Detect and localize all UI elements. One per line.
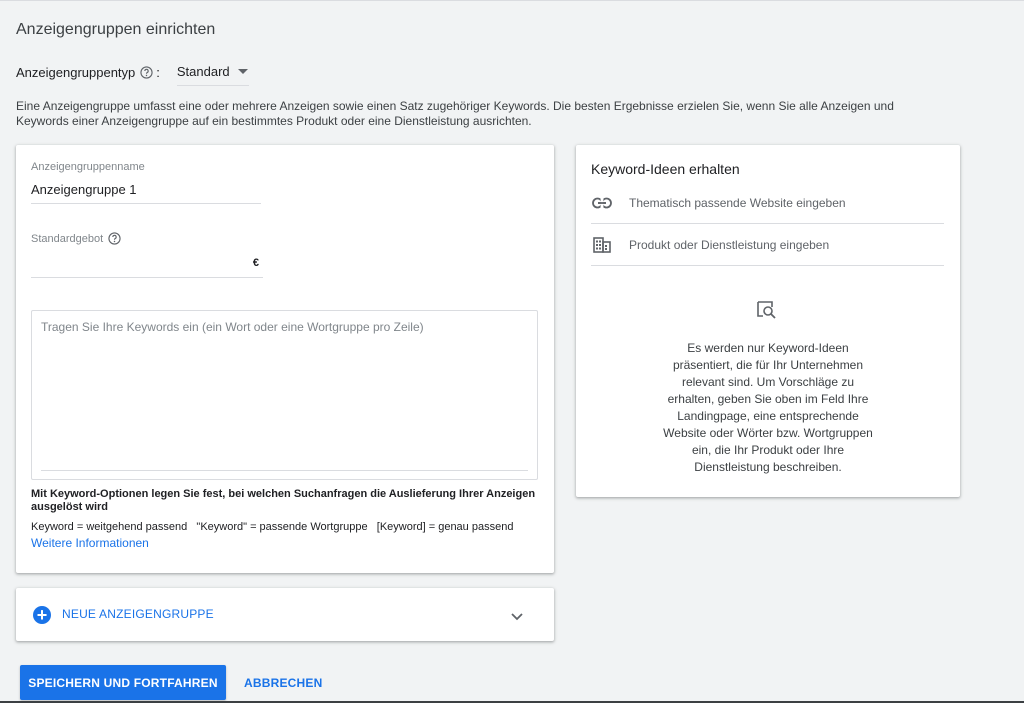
building-icon: [591, 236, 613, 254]
intro-text: Eine Anzeigengruppe umfasst eine oder mehrere Anzeigen sowie einen Satz zugehöriger Keywords. Die besten Ergebnisse erzielen Sie, wenn Sie alle Anzeigen und Keywords einer Anzeigengruppe auf ein bestimmtes Produkt oder eine Dienstleistung ausrichten.: [16, 99, 894, 128]
default-bid-input[interactable]: [31, 255, 261, 277]
idea-product-input[interactable]: [591, 225, 944, 266]
default-bid-label: Standardgebot: [31, 232, 104, 245]
keyword-options-title: Mit Keyword-Optionen legen Sie fest, bei welchen Suchanfragen die Auslieferung Ihrer Anzeigen ausgelöst wird: [31, 488, 536, 513]
idea-website-label: Thematisch passende Website eingeben: [629, 196, 846, 210]
top-divider: [0, 0, 1024, 1]
keyword-ideas-card: [576, 145, 960, 497]
ad-group-name-underline: [31, 203, 261, 204]
page-title: Anzeigengruppen einrichten: [16, 21, 216, 38]
ad-group-type-value: Standard: [176, 64, 230, 79]
keyword-options-text: Keyword = weitgehend passend "Keyword" = passende Wortgruppe [Keyword] = genau passend: [31, 521, 514, 533]
help-icon[interactable]: [140, 66, 153, 79]
ad-group-type-label: Anzeigengruppentyp: [16, 64, 136, 80]
new-ad-group-card[interactable]: [16, 588, 554, 641]
ad-group-type-select[interactable]: [177, 59, 249, 86]
ad-group-name-label: Anzeigengruppenname: [31, 161, 145, 173]
dropdown-arrow-icon: [238, 69, 248, 74]
ad-group-card: [16, 145, 554, 573]
keyword-ideas-empty-text: Es werden nur Keyword-Ideen präsentiert, die für Ihr Unternehmen relevant sind. Um Vorschläge zu erhalten, geben Sie oben im Feld Ihre Landingpage, eine entsprechende Website oder Wörter bzw. Wortgruppen ein, die Ihr Produkt oder Ihre Dienstleistung beschreiben.: [663, 341, 873, 474]
default-bid-label-row: [31, 232, 121, 245]
add-circle-icon[interactable]: +: [33, 606, 51, 624]
currency-symbol: €: [252, 257, 259, 269]
keywords-textarea[interactable]: [31, 310, 538, 480]
ad-group-name-input[interactable]: Anzeigengruppe 1: [31, 182, 137, 197]
new-ad-group-label[interactable]: NEUE ANZEIGENGRUPPE: [62, 607, 214, 621]
idea-product-label: Produkt oder Dienstleistung eingeben: [629, 238, 830, 252]
default-bid-underline: [31, 277, 263, 278]
keywords-underline: [41, 470, 528, 471]
idea-website-input[interactable]: [591, 183, 944, 224]
cancel-button[interactable]: ABBRECHEN: [238, 665, 324, 700]
chevron-down-icon[interactable]: [510, 609, 524, 627]
more-info-link[interactable]: Weitere Informationen: [31, 536, 149, 550]
keywords-placeholder: Tragen Sie Ihre Keywords ein (ein Wort oder eine Wortgruppe pro Zeile): [41, 320, 424, 334]
save-and-continue-button[interactable]: SPEICHERN UND FORTFAHREN: [20, 665, 226, 700]
search-preview-icon: [756, 300, 778, 325]
ad-group-type-separator: :: [156, 64, 160, 80]
keyword-ideas-title: Keyword-Ideen erhalten: [591, 161, 740, 177]
ad-group-type-row: [16, 62, 249, 82]
link-icon: [591, 194, 613, 212]
help-icon[interactable]: [108, 232, 121, 245]
